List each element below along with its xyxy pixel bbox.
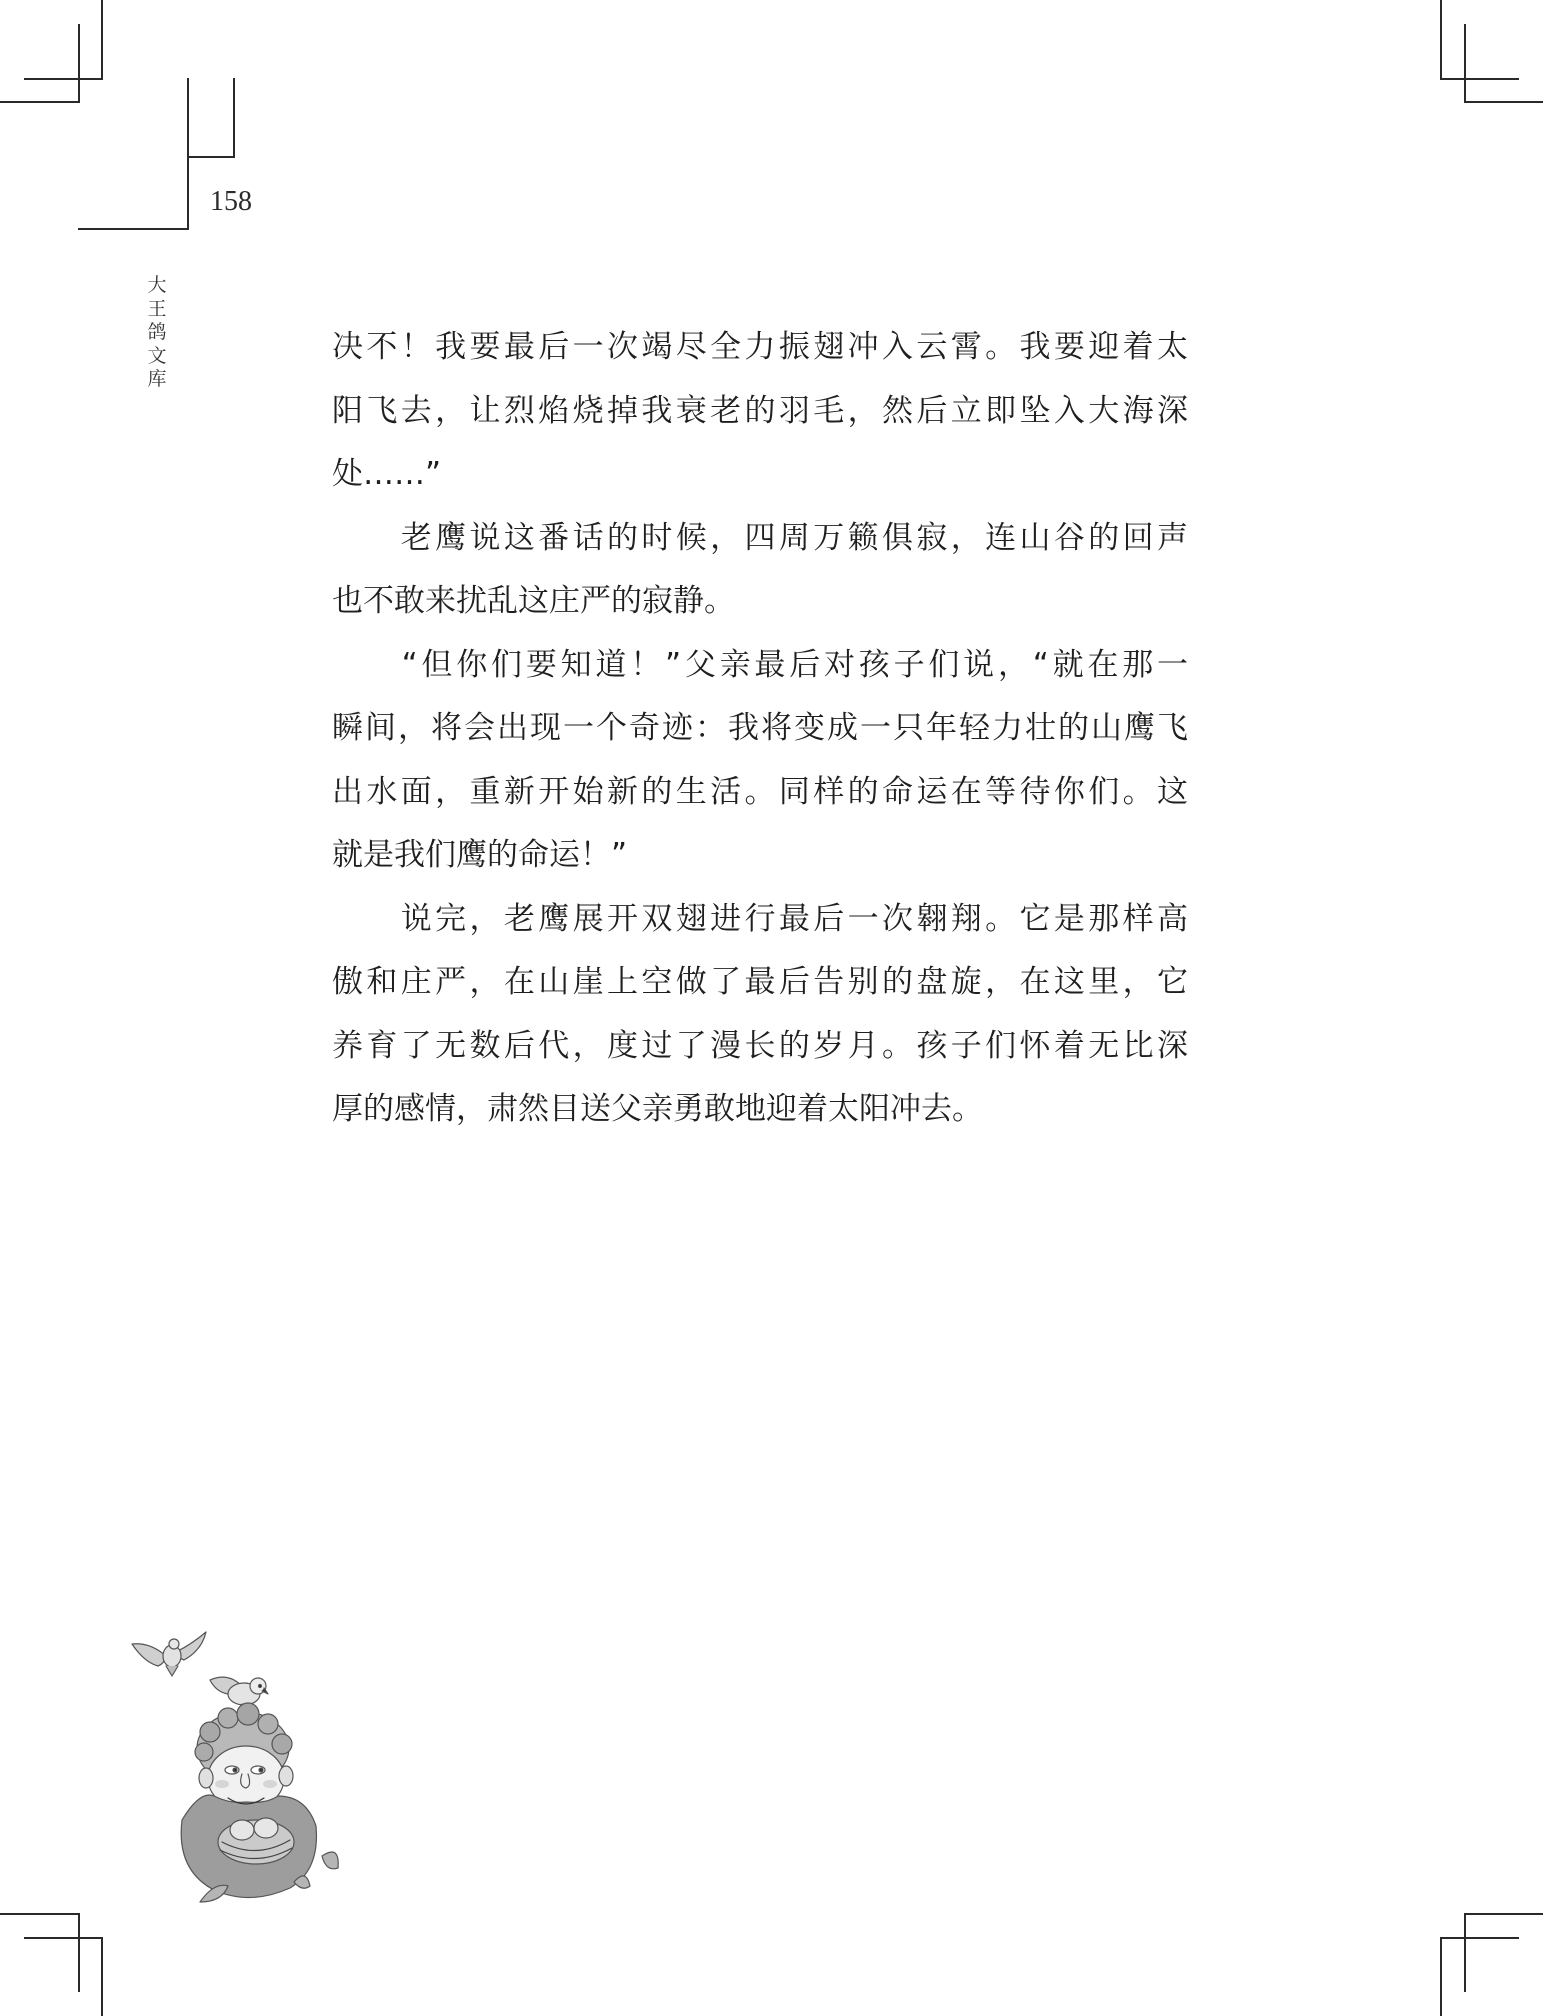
series-title-char: 文 bbox=[147, 344, 167, 367]
text-line: “但你们要知道！”父亲最后对孩子们说，“就在那一 bbox=[332, 646, 1188, 683]
header-frame-bottom-line bbox=[78, 228, 189, 230]
crop-mark-top-right-inner-v bbox=[1464, 24, 1466, 103]
flying-bird-icon bbox=[132, 1632, 206, 1676]
crop-mark-top-right-inner-h bbox=[1464, 101, 1543, 103]
text-line: 处……” bbox=[332, 456, 442, 492]
text-line: 说完，老鹰展开双翅进行最后一次翱翔。它是那样高 bbox=[332, 900, 1188, 937]
crop-mark-bottom-right-outer-v bbox=[1440, 1937, 1442, 2016]
crop-mark-top-left-outer-v bbox=[101, 0, 103, 79]
crop-mark-bottom-left-inner-h bbox=[0, 1913, 80, 1915]
crop-mark-top-left-outer-h bbox=[24, 78, 103, 80]
illustration-bearded-man-with-birds bbox=[110, 1620, 360, 1940]
crop-mark-top-left-inner-h bbox=[0, 101, 80, 103]
text-line: 就是我们鹰的命运！” bbox=[332, 837, 628, 873]
crop-mark-bottom-left-inner-v bbox=[78, 1913, 80, 1992]
text-line: 厚的感情，肃然目送父亲勇敢地迎着太阳冲去。 bbox=[332, 1091, 983, 1127]
text-line: 决不！我要最后一次竭尽全力振翅冲入云霄。我要迎着太 bbox=[332, 329, 1188, 365]
text-line: 瞬间，将会出现一个奇迹：我将变成一只年轻力壮的山鹰飞 bbox=[332, 710, 1188, 746]
crop-mark-top-left-inner-v bbox=[78, 24, 80, 103]
series-title-char: 大 bbox=[147, 274, 167, 296]
header-frame-inner-bottom-line bbox=[187, 156, 235, 158]
crop-mark-bottom-left-outer-h bbox=[24, 1937, 103, 1939]
text-line: 老鹰说这番话的时候，四周万籁俱寂，连山谷的回声 bbox=[332, 519, 1188, 556]
crop-mark-bottom-right-outer-h bbox=[1440, 1937, 1519, 1939]
crop-mark-bottom-right-inner-v bbox=[1464, 1913, 1466, 1992]
header-frame-left-line bbox=[187, 78, 189, 230]
text-line: 也不敢来扰乱这庄严的寂静。 bbox=[332, 583, 735, 619]
header-frame-right-line bbox=[233, 78, 235, 158]
crop-mark-bottom-right-inner-h bbox=[1464, 1913, 1543, 1915]
series-title-char: 库 bbox=[147, 368, 167, 390]
body-text bbox=[332, 316, 1188, 1142]
page-number: 158 bbox=[210, 186, 252, 217]
text-line: 傲和庄严，在山崖上空做了最后告别的盘旋，在这里，它 bbox=[332, 964, 1188, 1000]
crop-mark-top-right-outer-v bbox=[1440, 0, 1442, 79]
text-line: 养育了无数后代，度过了漫长的岁月。孩子们怀着无比深 bbox=[332, 1027, 1188, 1064]
crop-mark-top-right-outer-h bbox=[1440, 78, 1519, 80]
series-title-char: 鸽 bbox=[147, 321, 167, 343]
text-line: 出水面，重新开始新的生活。同样的命运在等待你们。这 bbox=[332, 773, 1188, 810]
text-line: 阳飞去，让烈焰烧掉我衰老的羽毛，然后立即坠入大海深 bbox=[332, 392, 1188, 429]
crop-mark-bottom-left-outer-v bbox=[101, 1937, 103, 2016]
series-title-char: 王 bbox=[147, 297, 167, 320]
series-title bbox=[146, 274, 168, 392]
